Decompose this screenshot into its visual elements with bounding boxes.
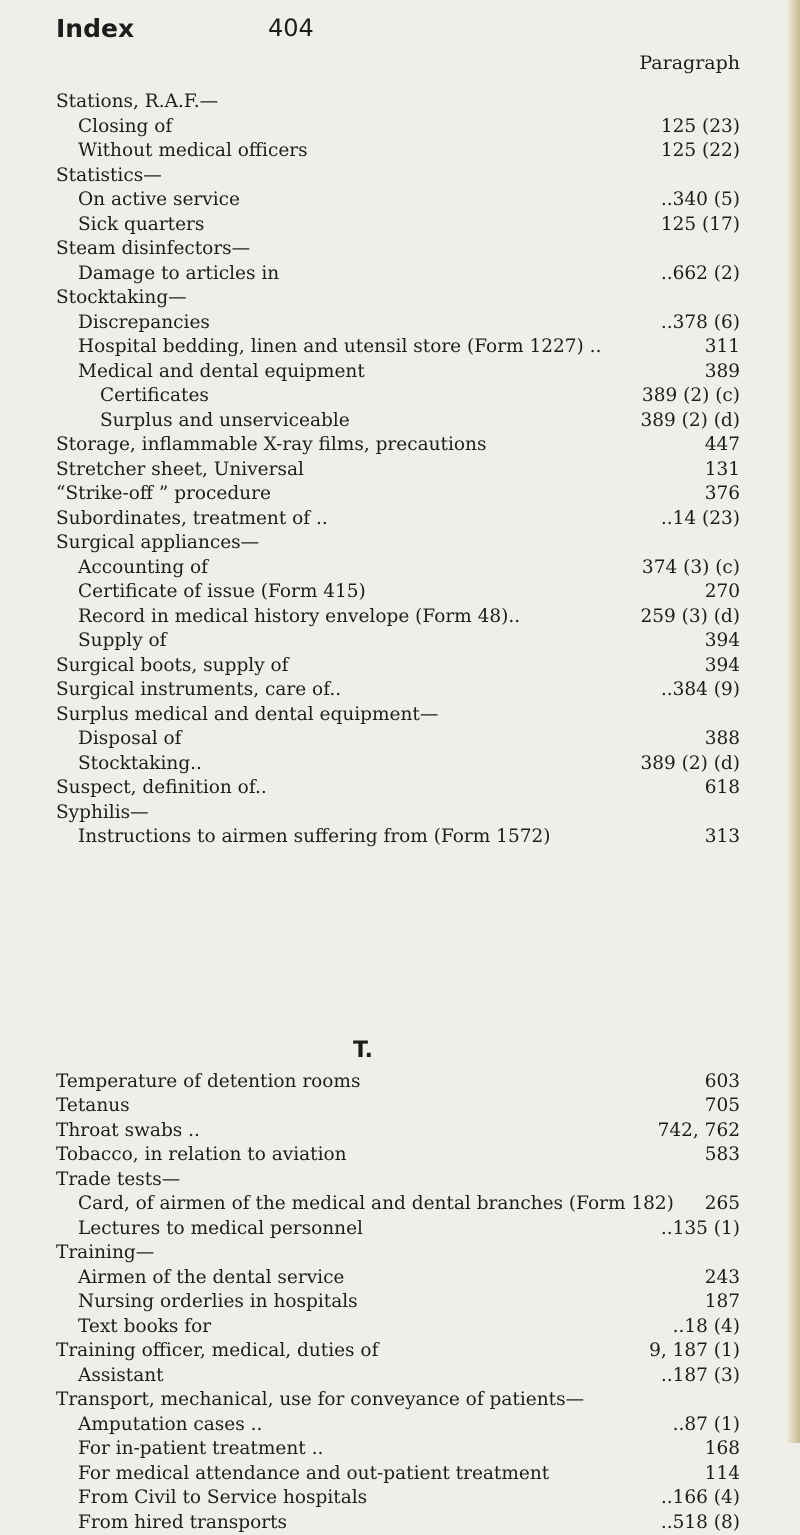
entry-text: Stretcher sheet, Universal xyxy=(56,458,304,483)
index-entry xyxy=(56,1119,740,1144)
entry-paragraph-ref: 394 xyxy=(705,654,740,679)
entry-paragraph-ref: 447 xyxy=(705,433,740,458)
entry-text: Trade tests— xyxy=(56,1168,180,1193)
entry-paragraph-ref: ..518 (8) xyxy=(661,1511,740,1535)
index-entry xyxy=(56,654,740,679)
page-title: Index xyxy=(56,14,134,43)
index-entry xyxy=(56,482,740,507)
entry-paragraph-ref: 603 xyxy=(705,1070,740,1095)
entry-text: Storage, inflammable X-ray films, precautions xyxy=(56,433,486,458)
entry-text: From Civil to Service hospitals xyxy=(78,1486,367,1511)
page-number: 404 xyxy=(268,14,314,42)
entry-paragraph-ref: ..384 (9) xyxy=(661,678,740,703)
index-entry xyxy=(56,703,740,728)
index-entry xyxy=(56,384,740,409)
index-entry xyxy=(56,1168,740,1193)
index-entries xyxy=(56,90,740,1535)
entry-paragraph-ref: 187 xyxy=(705,1290,740,1315)
section-t-entries xyxy=(56,1070,740,1535)
entry-text: Surgical appliances— xyxy=(56,531,259,556)
entry-paragraph-ref: 389 (2) (c) xyxy=(642,384,740,409)
entry-paragraph-ref: 9, 187 (1) xyxy=(649,1339,740,1364)
entry-paragraph-ref: 388 xyxy=(705,727,740,752)
index-entry xyxy=(56,605,740,630)
index-entry xyxy=(56,1462,740,1487)
entry-text: Sick quarters xyxy=(78,213,204,238)
entry-text: Training— xyxy=(56,1241,154,1266)
index-entry xyxy=(56,629,740,654)
entry-text: Steam disinfectors— xyxy=(56,237,250,262)
entry-text: Tobacco, in relation to aviation xyxy=(56,1143,347,1168)
index-entry xyxy=(56,1070,740,1095)
entry-text: Certificate of issue (Form 415) xyxy=(78,580,366,605)
entry-text: Amputation cases .. xyxy=(78,1413,262,1438)
entry-text: Card, of airmen of the medical and dental branches (Form 182) xyxy=(78,1192,674,1217)
entry-paragraph-ref: ..340 (5) xyxy=(661,188,740,213)
index-entry xyxy=(56,580,740,605)
index-entry xyxy=(56,360,740,385)
entry-paragraph-ref: 394 xyxy=(705,629,740,654)
entry-paragraph-ref: 131 xyxy=(705,458,740,483)
entry-text: Surgical instruments, care of.. xyxy=(56,678,341,703)
entry-paragraph-ref: 389 (2) (d) xyxy=(640,752,740,777)
entry-text: From hired transports xyxy=(78,1511,287,1535)
entry-text: Discrepancies xyxy=(78,311,210,336)
index-entry xyxy=(56,678,740,703)
index-entry xyxy=(56,286,740,311)
index-entry xyxy=(56,801,740,826)
section-s-entries xyxy=(56,90,740,850)
entry-text: Subordinates, treatment of .. xyxy=(56,507,328,532)
entry-text: Stocktaking.. xyxy=(78,752,202,777)
entry-text: Surplus and unserviceable xyxy=(100,409,350,434)
entry-text: Surgical boots, supply of xyxy=(56,654,289,679)
entry-paragraph-ref: 618 xyxy=(705,776,740,801)
entry-paragraph-ref: ..18 (4) xyxy=(673,1315,740,1340)
entry-paragraph-ref: 374 (3) (c) xyxy=(642,556,740,581)
index-entry xyxy=(56,409,740,434)
entry-text: Syphilis— xyxy=(56,801,149,826)
index-entry xyxy=(56,115,740,140)
entry-paragraph-ref: ..378 (6) xyxy=(661,311,740,336)
entry-text: Certificates xyxy=(100,384,209,409)
index-entry xyxy=(56,262,740,287)
section-letter-t: T. xyxy=(0,1032,740,1070)
entry-paragraph-ref: 376 xyxy=(705,482,740,507)
index-entry xyxy=(56,188,740,213)
entry-text: For in-patient treatment .. xyxy=(78,1437,323,1462)
entry-paragraph-ref: 265 xyxy=(705,1192,740,1217)
index-entry xyxy=(56,458,740,483)
index-entry xyxy=(56,556,740,581)
entry-paragraph-ref: 742, 762 xyxy=(658,1119,740,1144)
index-entry xyxy=(56,1511,740,1535)
entry-paragraph-ref: 114 xyxy=(705,1462,740,1487)
entry-text: Airmen of the dental service xyxy=(78,1266,344,1291)
index-entry xyxy=(56,1388,740,1413)
entry-text: Lectures to medical personnel xyxy=(78,1217,363,1242)
index-entry xyxy=(56,1192,740,1217)
entry-text: Throat swabs .. xyxy=(56,1119,200,1144)
entry-text: Record in medical history envelope (Form 48).. xyxy=(78,605,520,630)
entry-text: Hospital bedding, linen and utensil store (Form 1227) .. xyxy=(78,335,601,360)
entry-paragraph-ref: 125 (22) xyxy=(661,139,740,164)
entry-text: “Strike-off ” procedure xyxy=(56,482,271,507)
index-entry xyxy=(56,776,740,801)
paragraph-column-heading: Paragraph xyxy=(639,52,740,74)
entry-paragraph-ref: 583 xyxy=(705,1143,740,1168)
index-entry xyxy=(56,507,740,532)
entry-text: Instructions to airmen suffering from (Form 1572) xyxy=(78,825,550,850)
entry-text: Stations, R.A.F.— xyxy=(56,90,218,115)
page-header xyxy=(56,14,740,54)
entry-text: Assistant xyxy=(78,1364,164,1389)
index-entry xyxy=(56,90,740,115)
entry-text: Nursing orderlies in hospitals xyxy=(78,1290,358,1315)
entry-paragraph-ref: ..135 (1) xyxy=(661,1217,740,1242)
entry-paragraph-ref: 313 xyxy=(705,825,740,850)
page-edge xyxy=(786,0,800,1443)
entry-text: Text books for xyxy=(78,1315,211,1340)
entry-text: Disposal of xyxy=(78,727,182,752)
index-entry xyxy=(56,1486,740,1511)
index-entry xyxy=(56,213,740,238)
entry-text: Accounting of xyxy=(78,556,208,581)
index-entry xyxy=(56,237,740,262)
index-entry xyxy=(56,1413,740,1438)
entry-paragraph-ref: ..14 (23) xyxy=(661,507,740,532)
entry-paragraph-ref: 389 xyxy=(705,360,740,385)
index-entry xyxy=(56,1364,740,1389)
entry-text: Supply of xyxy=(78,629,167,654)
index-entry xyxy=(56,139,740,164)
index-entry xyxy=(56,1094,740,1119)
entry-text: Stocktaking— xyxy=(56,286,187,311)
entry-text: Surplus medical and dental equipment— xyxy=(56,703,438,728)
index-entry xyxy=(56,1437,740,1462)
entry-paragraph-ref: ..87 (1) xyxy=(673,1413,740,1438)
entry-text: Temperature of detention rooms xyxy=(56,1070,360,1095)
index-entry xyxy=(56,727,740,752)
entry-paragraph-ref: ..662 (2) xyxy=(661,262,740,287)
entry-paragraph-ref: 168 xyxy=(705,1437,740,1462)
index-entry xyxy=(56,1266,740,1291)
index-entry xyxy=(56,531,740,556)
entry-paragraph-ref: ..187 (3) xyxy=(661,1364,740,1389)
entry-paragraph-ref: 389 (2) (d) xyxy=(640,409,740,434)
index-entry xyxy=(56,1290,740,1315)
entry-text: Training officer, medical, duties of xyxy=(56,1339,378,1364)
entry-text: Statistics— xyxy=(56,164,162,189)
entry-text: Closing of xyxy=(78,115,172,140)
index-entry xyxy=(56,1143,740,1168)
entry-text: Damage to articles in xyxy=(78,262,279,287)
index-entry xyxy=(56,1241,740,1266)
index-entry xyxy=(56,164,740,189)
index-entry xyxy=(56,433,740,458)
entry-text: Without medical officers xyxy=(78,139,308,164)
entry-paragraph-ref: 125 (17) xyxy=(661,213,740,238)
entry-paragraph-ref: 270 xyxy=(705,580,740,605)
entry-text: Transport, mechanical, use for conveyance of patients— xyxy=(56,1388,584,1413)
entry-text: For medical attendance and out-patient treatment xyxy=(78,1462,549,1487)
entry-paragraph-ref: 311 xyxy=(705,335,740,360)
entry-paragraph-ref: 705 xyxy=(705,1094,740,1119)
index-entry xyxy=(56,311,740,336)
index-entry xyxy=(56,1339,740,1364)
index-entry xyxy=(56,825,740,850)
entry-text: Medical and dental equipment xyxy=(78,360,365,385)
entry-text: On active service xyxy=(78,188,240,213)
entry-paragraph-ref: 125 (23) xyxy=(661,115,740,140)
entry-text: Tetanus xyxy=(56,1094,130,1119)
index-entry xyxy=(56,1217,740,1242)
entry-paragraph-ref: 259 (3) (d) xyxy=(640,605,740,630)
index-entry xyxy=(56,752,740,777)
index-entry xyxy=(56,1315,740,1340)
entry-paragraph-ref: ..166 (4) xyxy=(661,1486,740,1511)
entry-text: Suspect, definition of.. xyxy=(56,776,267,801)
entry-paragraph-ref: 243 xyxy=(705,1266,740,1291)
index-entry xyxy=(56,335,740,360)
